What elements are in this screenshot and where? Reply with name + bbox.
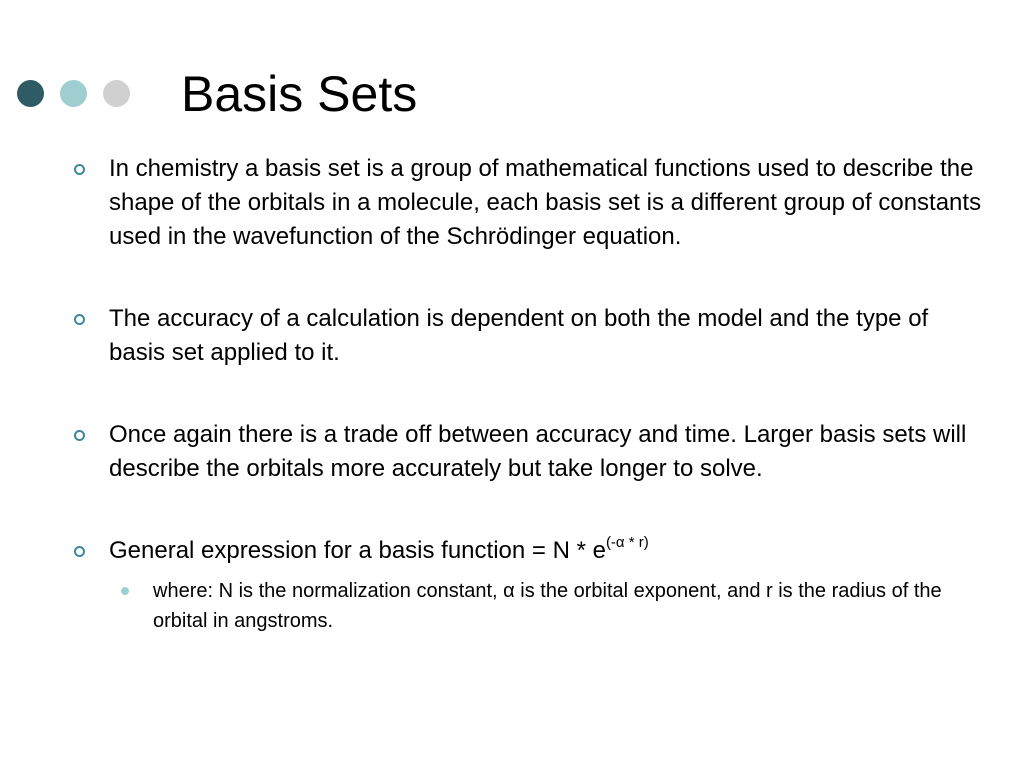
bullet-item — [74, 302, 984, 370]
bullet-item — [74, 534, 984, 571]
bullet-ring-icon — [74, 314, 85, 325]
bullet-item — [74, 152, 984, 254]
sub-bullet-dot-icon — [121, 587, 129, 595]
bullet-item — [74, 418, 984, 486]
bullet-ring-icon — [74, 430, 85, 441]
sub-bullet-text: where: N is the normalization constant, α is the orbital exponent, and r is the radius of the orbital in angstroms. — [153, 580, 942, 632]
bullet-text: Once again there is a trade off between accuracy and time. Larger basis sets will describe the orbitals more accurately but take longer to solve. — [109, 421, 967, 482]
decoration-dot-dark — [17, 80, 44, 107]
exponent-superscript: (-α * r) — [605, 534, 649, 551]
bullet-ring-icon — [74, 164, 85, 175]
decoration-dot-teal — [60, 80, 87, 107]
bullet-text: The accuracy of a calculation is dependent on both the model and the type of basis set applied to it. — [109, 305, 929, 366]
bullet-text: In chemistry a basis set is a group of mathematical functions used to describe the shape of the orbitals in a molecule, each basis set is a different group of constants used in the wavefunction of the Schrödinger equation. — [109, 155, 982, 250]
slide-body — [74, 152, 984, 636]
bullet-ring-icon — [74, 546, 85, 557]
sub-bullet-item — [119, 576, 984, 636]
slide-title: Basis Sets — [181, 66, 418, 122]
bullet-text: General expression for a basis function = N * e — [109, 537, 606, 564]
decoration-dot-grey — [103, 80, 130, 107]
